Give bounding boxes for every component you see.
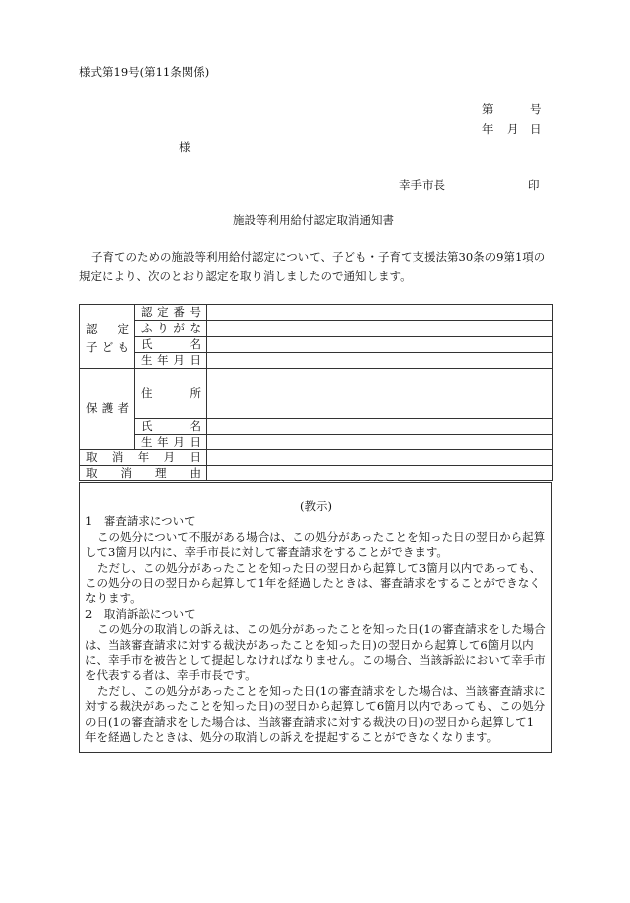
intro-line-2: 規定により、次のとおり認定を取り消しましたので通知します。 xyxy=(79,269,412,283)
row-label-child-birthdate xyxy=(141,355,201,367)
seal-mark: 印 xyxy=(528,178,540,192)
section-2-text: を代表する者は、幸手市長です。 xyxy=(85,668,257,683)
row-label-furigana xyxy=(141,323,201,335)
number-suffix: 号 xyxy=(530,102,542,116)
row-label-text: 生 年 月 日 xyxy=(141,353,201,367)
section-1-text: この処分の日の翌日から起算して1年を経過したときは、審査請求をすることができなく xyxy=(85,576,541,591)
section-1-text: この処分について不服がある場合は、この処分があったことを知った日の翌日から起算 xyxy=(97,529,546,544)
section-2-text: 年を経過したときは、処分の取消しの訴えを提起することができなくなります。 xyxy=(85,730,499,745)
addressee-suffix: 様 xyxy=(179,140,191,154)
section-1-title: 1 審査請求について xyxy=(85,514,196,529)
row-label-cert-number xyxy=(141,307,201,319)
date-day: 日 xyxy=(530,122,542,136)
child-group-label-line1: 認 定 xyxy=(86,322,129,336)
intro-line-1: 子育てのための施設等利用給付認定について、子ども・子育て支援法第30条の9第1項の xyxy=(91,250,546,264)
section-2-text: ただし、この処分があったことを知った日(1の審査請求をした場合は、当該審査請求に xyxy=(97,683,546,698)
date-month: 月 xyxy=(507,122,519,136)
section-2-text: に、幸手市を被告として提起しなければなりません。この場合、当該訴訟において幸手市 xyxy=(85,653,546,668)
row-label-text: 認 定 番 号 xyxy=(141,305,201,319)
section-2-text: 対する裁決があったことを知った日)の翌日から起算して6箇月以内であっても、この処分 xyxy=(85,699,546,714)
row-label-child-name xyxy=(141,339,201,351)
section-1-text: して3箇月以内に、幸手市長に対して審査請求をすることができます。 xyxy=(85,545,448,560)
section-1-text: なります。 xyxy=(85,591,142,606)
section-2-text: は、当該審査請求に対する裁決があったことを知った日)の翌日から起算して6箇月以内 xyxy=(85,637,534,652)
section-2-text: の日(1の審査請求をした場合は、当該審査請求に対する裁決の日)の翌日から起算して1 xyxy=(85,714,535,729)
row-label-text: 取 消 年 月 日 xyxy=(86,450,201,464)
form-number: 様式第19号(第11条関係) xyxy=(79,65,210,79)
row-label-text: 取 消 理 由 xyxy=(86,466,201,480)
row-label-text: 生 年 月 日 xyxy=(141,435,201,449)
guardian-group-label: 保 護 者 xyxy=(86,401,129,415)
child-group-label-line2: 子 ど も xyxy=(86,340,129,354)
row-label-text: 氏 名 xyxy=(141,419,201,433)
section-1-text: ただし、この処分があったことを知った日の翌日から起算して3箇月以内であっても、 xyxy=(97,560,542,575)
section-2-text: この処分の取消しの訴えは、この処分があったことを知った日(1の審査請求をした場合 xyxy=(97,622,546,637)
document-title: 施設等利用給付認定取消通知書 xyxy=(233,213,394,227)
row-label-text: 氏 名 xyxy=(141,337,201,351)
row-label-text: ふ り が な xyxy=(141,321,201,335)
row-label-cancel-reason xyxy=(86,468,201,480)
row-label-text: 住 所 xyxy=(141,386,201,400)
date-year: 年 xyxy=(482,122,494,136)
appeal-notice-box xyxy=(79,482,552,753)
issuer-name: 幸手市長 xyxy=(399,178,445,192)
row-label-address xyxy=(141,388,201,400)
row-label-cancel-date xyxy=(86,452,201,464)
number-label: 第 xyxy=(482,102,494,116)
notice-heading: (教示) xyxy=(300,499,332,513)
row-label-guardian-birthdate xyxy=(141,437,201,449)
row-label-guardian-name xyxy=(141,421,201,433)
section-2-title: 2 取消訴訟について xyxy=(85,606,196,621)
